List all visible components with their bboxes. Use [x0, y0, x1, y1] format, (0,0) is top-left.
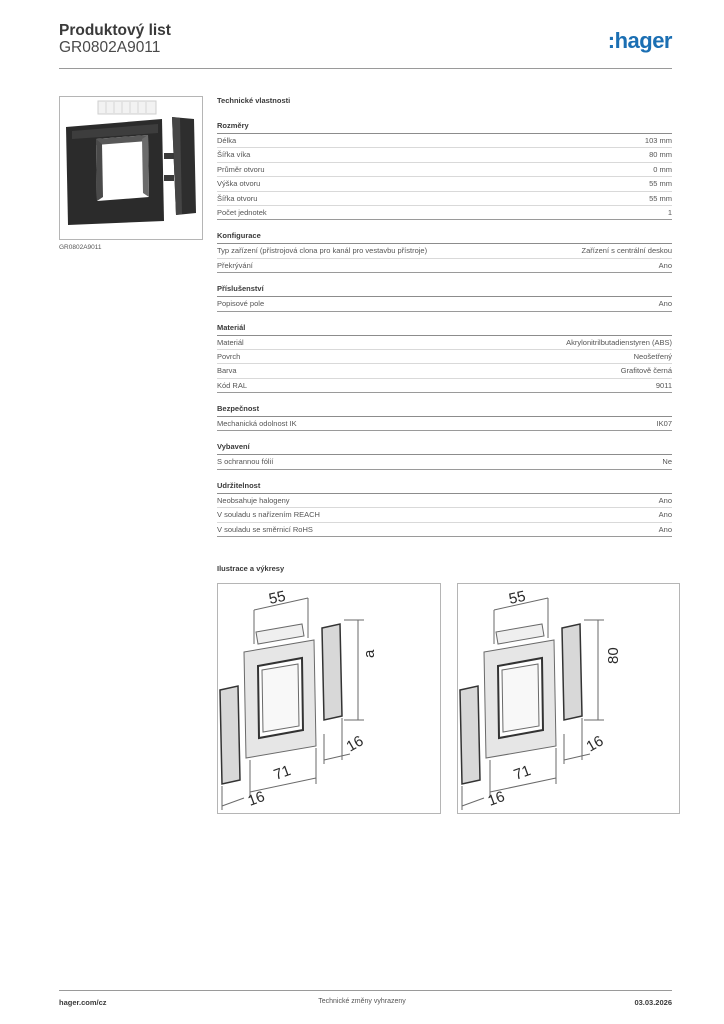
spec-value: 9011	[655, 380, 672, 390]
product-photo-icon	[60, 97, 202, 239]
section-dimensions	[217, 121, 672, 220]
spec-label: Mechanická odolnost IK	[217, 419, 297, 429]
section-accessories	[217, 284, 672, 311]
dim-bottom: 71	[511, 762, 534, 784]
section-title: Materiál	[217, 323, 672, 336]
product-image-caption: GR0802A9011	[59, 244, 102, 251]
spec-value: 55 mm	[649, 193, 672, 203]
dim-bottom: 71	[271, 762, 294, 784]
spec-value: Neošetřený	[633, 351, 672, 361]
spec-value: Ne	[662, 457, 672, 467]
footer-divider	[59, 990, 672, 991]
section-title: Bezpečnost	[217, 404, 672, 417]
spec-label: Popisové pole	[217, 299, 265, 309]
spec-label: Výška otvoru	[217, 179, 261, 189]
spec-value: Ano	[658, 260, 672, 270]
footer-note: Technické změny vyhrazeny	[318, 998, 406, 1005]
spec-value: Ano	[658, 299, 672, 309]
spec-row	[217, 350, 672, 364]
spec-label: S ochrannou fólií	[217, 457, 274, 467]
technical-specs	[217, 96, 672, 548]
spec-row	[217, 192, 672, 206]
spec-row	[217, 336, 672, 350]
spec-label: Neobsahuje halogeny	[217, 495, 290, 505]
product-code: GR0802A9011	[59, 39, 161, 56]
header-divider	[59, 68, 672, 69]
section-title: Vybavení	[217, 442, 672, 455]
section-title: Rozměry	[217, 121, 672, 134]
spec-label: Typ zařízení (přístrojová clona pro kanál pro vestavbu přístroje)	[217, 246, 428, 256]
spec-row	[217, 417, 672, 431]
spec-row	[217, 134, 672, 148]
drawing-icon	[458, 584, 679, 813]
spec-value: Ano	[658, 524, 672, 534]
spec-value: Grafitově černá	[620, 366, 672, 376]
spec-value: Zařízení s centrální deskou	[581, 246, 672, 256]
section-safety	[217, 404, 672, 431]
spec-row	[217, 364, 672, 378]
hager-logo: :hager	[607, 28, 672, 53]
spec-value: 1	[667, 207, 672, 217]
spec-row	[217, 177, 672, 191]
spec-label: Průměr otvoru	[217, 164, 265, 174]
spec-row	[217, 297, 672, 311]
spec-label: Šířka víka	[217, 150, 251, 160]
dim-right: 16	[343, 732, 367, 756]
footer-date: 03.03.2026	[634, 998, 672, 1007]
dim-left: 16	[485, 788, 508, 810]
dim-side: a	[361, 649, 378, 658]
spec-label: Šířka otvoru	[217, 193, 258, 203]
spec-label: Materiál	[217, 337, 244, 347]
section-material	[217, 323, 672, 394]
page-header	[59, 22, 672, 70]
section-title: Konfigurace	[217, 231, 672, 244]
footer-website: hager.com/cz	[59, 998, 107, 1007]
spec-value: 103 mm	[644, 136, 672, 145]
spec-value: 0 mm	[653, 164, 672, 174]
dim-top: 55	[507, 587, 528, 608]
spec-value: IK07	[656, 419, 672, 429]
spec-row	[217, 523, 672, 537]
spec-row	[217, 206, 672, 220]
spec-row	[217, 148, 672, 162]
spec-value: 80 mm	[649, 150, 672, 160]
dim-top: 55	[267, 587, 288, 608]
spec-row	[217, 244, 672, 258]
spec-row	[217, 259, 672, 273]
section-title: Příslušenství	[217, 284, 672, 297]
spec-row	[217, 379, 672, 393]
spec-label: Barva	[217, 366, 237, 376]
specs-title: Technické vlastnosti	[217, 96, 291, 105]
technical-drawing-1	[217, 583, 441, 814]
spec-label: V souladu s nařízením REACH	[217, 510, 320, 520]
section-title: Udržitelnost	[217, 481, 672, 494]
spec-label: Počet jednotek	[217, 207, 267, 217]
spec-label: V souladu se směrnicí RoHS	[217, 524, 313, 534]
spec-value: 55 mm	[649, 179, 672, 189]
technical-drawing-2	[457, 583, 680, 814]
spec-value: Ano	[658, 510, 672, 520]
product-image	[59, 96, 203, 240]
spec-label: Překrývání	[217, 260, 253, 270]
spec-row	[217, 508, 672, 522]
section-equipment	[217, 442, 672, 469]
drawing-icon	[218, 584, 440, 813]
spec-label: Délka	[217, 136, 237, 145]
document-title: Produktový list	[59, 22, 171, 39]
dim-left: 16	[245, 788, 268, 810]
spec-row	[217, 163, 672, 177]
dim-right: 16	[583, 732, 607, 756]
spec-value: Akrylonitrilbutadienstyren (ABS)	[566, 337, 672, 347]
dim-side: 80	[605, 647, 622, 664]
spec-label: Povrch	[217, 351, 241, 361]
spec-value: Ano	[658, 495, 672, 505]
spec-row	[217, 494, 672, 508]
spec-row	[217, 455, 672, 469]
illustrations-title: Ilustrace a výkresy	[217, 564, 285, 573]
spec-label: Kód RAL	[217, 380, 248, 390]
section-configuration	[217, 231, 672, 273]
section-sustainability	[217, 481, 672, 537]
